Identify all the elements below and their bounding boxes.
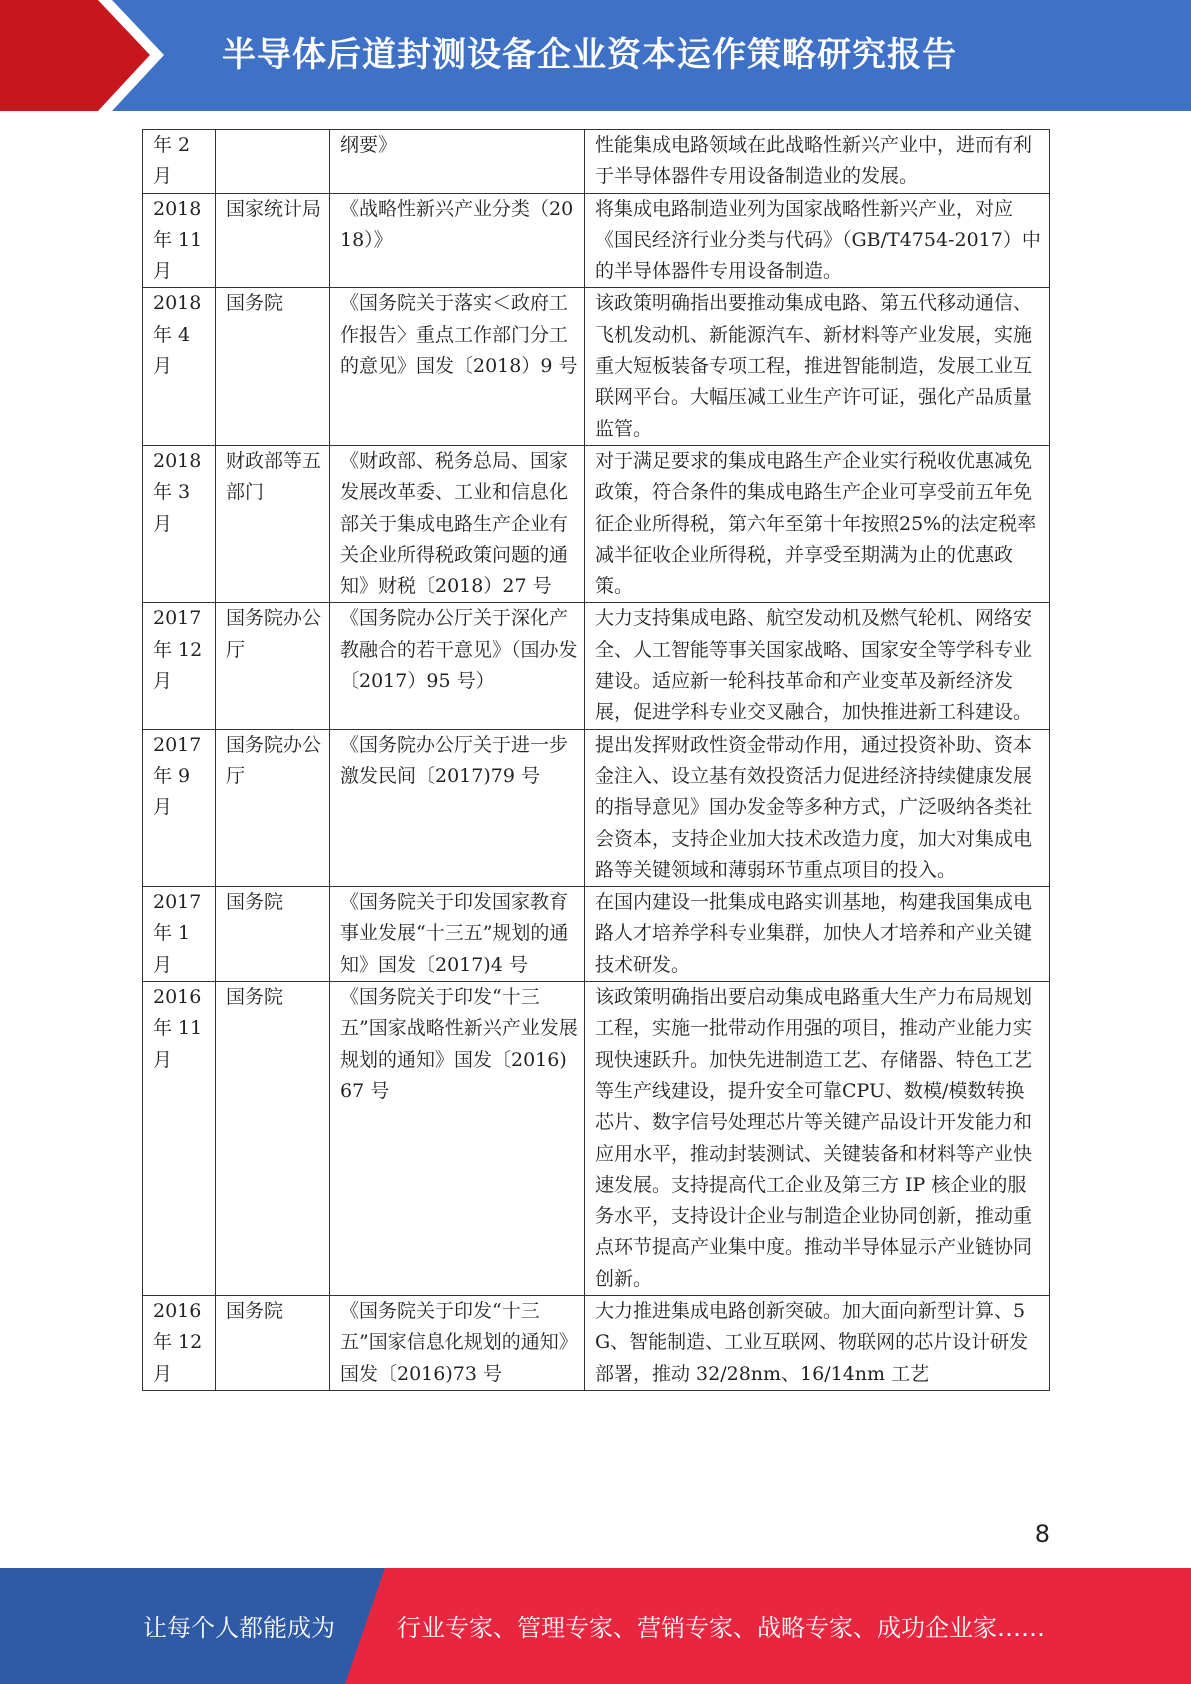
- policy-table: [142, 129, 1050, 1391]
- document-cell: 《国务院关于印发“十三五”国家信息化规划的通知》国发〔2016)73 号: [330, 1295, 585, 1390]
- content-cell: 将集成电路制造业列为国家战略性新兴产业，对应《国民经济行业分类与代码》（GB/T4754-2017）中的半导体器件专用设备制造。: [585, 193, 1050, 288]
- issuer-cell: 国务院办公厅: [216, 729, 330, 886]
- table-row: [143, 288, 1050, 445]
- document-cell: 纲要》: [330, 130, 585, 194]
- issuer-cell: 国务院: [216, 1295, 330, 1390]
- table-row: [143, 603, 1050, 729]
- document-cell: 《战略性新兴产业分类（2018）》: [330, 193, 585, 288]
- header-banner: [0, 0, 1191, 111]
- date-cell: 2016 年 12 月: [143, 1295, 216, 1390]
- footer-slogan-right: 行业专家、管理专家、营销专家、战略专家、成功企业家……: [397, 1614, 1045, 1642]
- content-cell: 对于满足要求的集成电路生产企业实行税收优惠减免政策，符合条件的集成电路生产企业可享受前五年免征企业所得税，第六年至第十年按照25%的法定税率减半征收企业所得税，并享受至期满为止的优惠政策。: [585, 445, 1050, 602]
- report-title: 半导体后道封测设备企业资本运作策略研究报告: [222, 35, 957, 75]
- date-cell: 2016 年 11 月: [143, 982, 216, 1296]
- content-cell: 大力支持集成电路、航空发动机及燃气轮机、网络安全、人工智能等事关国家战略、国家安全等学科专业建设。适应新一轮科技革命和产业变革及新经济发展，促进学科专业交叉融合，加快推进新工科建设。: [585, 603, 1050, 729]
- document-cell: 《国务院关于落实＜政府工作报告〉重点工作部门分工的意见》国发〔2018）9 号: [330, 288, 585, 445]
- footer-slogan-left: 让每个人都能成为: [143, 1614, 335, 1642]
- issuer-cell: 国务院: [216, 288, 330, 445]
- table-row: [143, 982, 1050, 1296]
- document-cell: 《国务院办公厅关于进一步激发民间〔2017)79 号: [330, 729, 585, 886]
- date-cell: 2018 年 3 月: [143, 445, 216, 602]
- date-cell: 2017 年 9 月: [143, 729, 216, 886]
- table-row: [143, 887, 1050, 982]
- date-cell: 2018 年 4 月: [143, 288, 216, 445]
- date-cell: 2017 年 1 月: [143, 887, 216, 982]
- table-row: [143, 193, 1050, 288]
- footer-banner: [0, 1568, 1191, 1684]
- issuer-cell: 国家统计局: [216, 193, 330, 288]
- table-row: [143, 445, 1050, 602]
- content-cell: 性能集成电路领域在此战略性新兴产业中，进而有利于半导体器件专用设备制造业的发展。: [585, 130, 1050, 194]
- document-cell: 《国务院办公厅关于深化产教融合的若干意见》（国办发〔2017）95 号）: [330, 603, 585, 729]
- content-cell: 在国内建设一批集成电路实训基地，构建我国集成电路人才培养学科专业集群，加快人才培养和产业关键技术研发。: [585, 887, 1050, 982]
- issuer-cell: 财政部等五部门: [216, 445, 330, 602]
- policy-table-container: [142, 129, 1049, 1391]
- content-cell: 该政策明确指出要推动集成电路、第五代移动通信、飞机发动机、新能源汽车、新材料等产业发展，实施重大短板装备专项工程，推进智能制造，发展工业互联网平台。大幅压减工业生产许可证，强化产品质量监管。: [585, 288, 1050, 445]
- date-cell: 2018 年 11 月: [143, 193, 216, 288]
- date-cell: 2017 年 12 月: [143, 603, 216, 729]
- table-row: [143, 130, 1050, 194]
- issuer-cell: 国务院: [216, 982, 330, 1296]
- date-cell: 年 2 月: [143, 130, 216, 194]
- content-cell: 提出发挥财政性资金带动作用，通过投资补助、资本金注入、设立基有效投资活力促进经济持续健康发展的指导意见》国办发金等多种方式，广泛吸纳各类社会资本，支持企业加大技术改造力度，加大对集成电路等关键领域和薄弱环节重点项目的投入。: [585, 729, 1050, 886]
- table-row: [143, 1295, 1050, 1390]
- document-cell: 《国务院关于印发“十三五”国家战略性新兴产业发展规划的通知》国发〔2016)67 号: [330, 982, 585, 1296]
- document-cell: 《国务院关于印发国家教育事业发展“十三五”规划的通知》国发〔2017)4 号: [330, 887, 585, 982]
- content-cell: 大力推进集成电路创新突破。加大面向新型计算、5G、智能制造、工业互联网、物联网的芯片设计研发部署，推动 32/28nm、16/14nm 工艺: [585, 1295, 1050, 1390]
- document-cell: 《财政部、税务总局、国家发展改革委、工业和信息化部关于集成电路生产企业有关企业所得税政策问题的通知》财税〔2018）27 号: [330, 445, 585, 602]
- issuer-cell: 国务院: [216, 887, 330, 982]
- issuer-cell: 国务院办公厅: [216, 603, 330, 729]
- page-number: 8: [1034, 1520, 1050, 1548]
- content-cell: 该政策明确指出要启动集成电路重大生产力布局规划工程，实施一批带动作用强的项目，推动产业能力实现快速跃升。加快先进制造工艺、存储器、特色工艺等生产线建设，提升安全可靠CPU、数模/模数转换芯片、数字信号处理芯片等关键产品设计开发能力和应用水平，推动封装测试、关键装备和材料等产业快速发展。支持提高代工企业及第三方 IP 核企业的服务水平，支持设计企业与制造企业协同创新，推动重点环节提高产业集中度。推动半导体显示产业链协同创新。: [585, 982, 1050, 1296]
- policy-table-body: [143, 130, 1050, 1391]
- table-row: [143, 729, 1050, 886]
- issuer-cell: [216, 130, 330, 194]
